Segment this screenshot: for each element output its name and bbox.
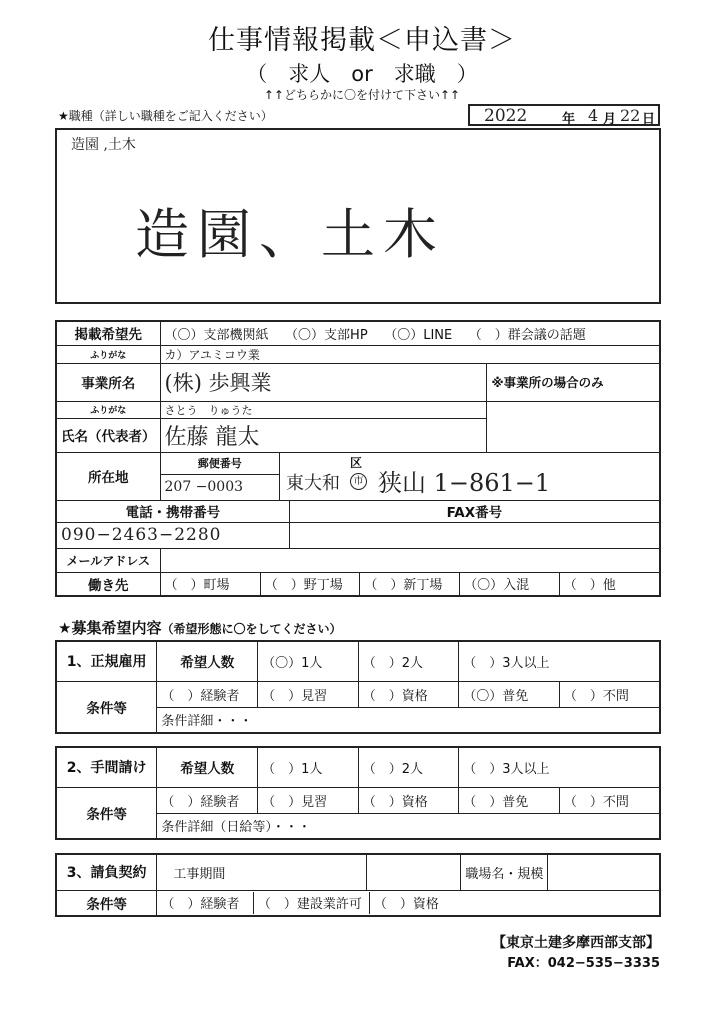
- temp-count-1[interactable]: （ ）1人: [258, 747, 359, 787]
- contract-cond-label: 条件等: [56, 890, 157, 916]
- job-type-small-entry: 造園 ,土木: [71, 137, 136, 153]
- regular-count-1[interactable]: （〇）1人: [258, 641, 359, 681]
- temp-cond-label: 条件等: [56, 787, 157, 839]
- circle-instruction: ↑↑どちらかに〇を付けて下さい↑↑: [263, 88, 461, 102]
- publish-option-bulletin[interactable]: （〇）支部機関紙: [164, 327, 269, 343]
- job-type-large-entry: 造園、土木: [135, 203, 445, 266]
- representative-name[interactable]: 佐藤 龍太: [160, 418, 487, 452]
- workplace-option-irikon[interactable]: （〇）入混: [460, 573, 560, 595]
- recruit-heading: ★募集希望内容: [58, 619, 162, 637]
- fax-label: FAX番号: [289, 500, 660, 522]
- address-label: 所在地: [56, 452, 160, 500]
- publish-option-line[interactable]: （〇）LINE: [384, 327, 453, 343]
- form-subtitle: （ 求人 or 求職 ）: [246, 62, 478, 86]
- year-unit: 年: [562, 112, 576, 127]
- contract-site-value[interactable]: [548, 854, 660, 890]
- contract-period-label: 工事期間: [157, 854, 367, 890]
- recruit-heading-note: （希望形態に〇をしてください）: [161, 622, 342, 636]
- regular-cond-label: 条件等: [56, 681, 157, 733]
- city-mark: 市: [350, 473, 367, 490]
- phone-label: 電話・携帯番号: [56, 500, 289, 522]
- regular-cond-experienced[interactable]: （ ）経験者: [157, 681, 258, 707]
- mail-label: メールアドレス: [56, 548, 160, 572]
- temp-count-label: 希望人数: [157, 747, 258, 787]
- company-furigana[interactable]: カ）アユミコウ業: [160, 345, 660, 363]
- contract-site-label: 職場名・規模: [461, 854, 548, 890]
- temp-cond-apprentice[interactable]: （ ）見習: [258, 787, 359, 813]
- contract-label: 3、請負契約: [56, 854, 157, 890]
- contract-cond-permit[interactable]: （ ）建設業許可: [253, 892, 369, 914]
- contract-cond-license[interactable]: （ ）資格: [373, 897, 439, 913]
- regular-cond-any[interactable]: （ ）不問: [559, 681, 660, 707]
- publish-label: 掲載希望先: [56, 321, 160, 345]
- regular-count-label: 希望人数: [157, 641, 258, 681]
- publish-options[interactable]: [160, 321, 660, 345]
- regular-label: 1、正規雇用: [56, 641, 157, 681]
- day-unit: 日: [642, 112, 656, 127]
- date-month: 4: [588, 106, 599, 125]
- regular-cond-driver[interactable]: （〇）普免: [459, 681, 560, 707]
- temp-cond-any[interactable]: （ ）不問: [559, 787, 660, 813]
- job-type-label: ★職種（詳しい職種をご記入ください）: [58, 109, 273, 123]
- date-year: 2022: [484, 106, 528, 126]
- temp-count-2[interactable]: （ ）2人: [358, 747, 459, 787]
- regular-detail[interactable]: 条件詳細・・・: [157, 707, 660, 733]
- contract-period-value[interactable]: [367, 854, 461, 890]
- company-furigana-label: ふりがな: [56, 345, 160, 363]
- postal-label: 郵便番号: [160, 452, 279, 474]
- name-label: 氏名（代表者）: [56, 418, 160, 452]
- workplace-option-shinchoba[interactable]: （ ）新丁場: [360, 573, 460, 595]
- form-title: 仕事情報掲載＜申込書＞: [208, 25, 516, 56]
- postal-code[interactable]: 207 −0003: [160, 474, 279, 500]
- regular-count-3plus[interactable]: （ ）3人以上: [459, 641, 660, 681]
- company-label: 事業所名: [56, 363, 160, 401]
- publish-option-hp[interactable]: （〇）支部HP: [285, 327, 368, 343]
- regular-cond-license[interactable]: （ ）資格: [358, 681, 459, 707]
- month-unit: 月: [603, 112, 617, 127]
- contract-cond-experienced[interactable]: （ ）経験者: [157, 892, 253, 914]
- workplace-option-other[interactable]: （ ）他: [559, 573, 659, 595]
- company-name[interactable]: (株) 歩興業: [160, 363, 487, 401]
- regular-employment-table: [55, 640, 661, 734]
- temp-cond-license[interactable]: （ ）資格: [358, 787, 459, 813]
- workplace-label: 働き先: [56, 572, 160, 596]
- temp-cond-experienced[interactable]: （ ）経験者: [157, 787, 258, 813]
- contract-table: [55, 853, 661, 917]
- regular-count-2[interactable]: （ ）2人: [358, 641, 459, 681]
- publish-option-meeting[interactable]: （ ）群会議の話題: [468, 327, 586, 343]
- footer-fax: FAX：042−535−3335: [507, 956, 660, 971]
- name-furigana[interactable]: さとう りゅうた: [160, 401, 487, 418]
- recruit-heading-row: [58, 617, 341, 638]
- regular-cond-apprentice[interactable]: （ ）見習: [258, 681, 359, 707]
- name-side-blank: [487, 401, 660, 452]
- date-day: 22: [620, 106, 641, 125]
- name-furigana-label: ふりがな: [56, 401, 160, 418]
- ward-label: 区: [349, 455, 362, 470]
- temp-count-3plus[interactable]: （ ）3人以上: [459, 747, 660, 787]
- temp-detail[interactable]: 条件詳細（日給等）・・・: [157, 813, 660, 839]
- temp-work-table: [55, 746, 661, 840]
- temp-label: 2、手間請け: [56, 747, 157, 787]
- city-name[interactable]: 東大和: [285, 472, 340, 494]
- temp-cond-driver[interactable]: （ ）普免: [459, 787, 560, 813]
- mail-address[interactable]: [160, 548, 660, 572]
- street-address[interactable]: 狭山 1−861−1: [377, 468, 551, 497]
- company-note: ※事業所の場合のみ: [487, 363, 660, 401]
- fax-number[interactable]: [289, 522, 660, 548]
- job-type-box[interactable]: [55, 128, 661, 304]
- footer-org: 【東京土建多摩西部支部】: [492, 935, 660, 951]
- workplace-option-nochoba[interactable]: （ ）野丁場: [260, 573, 360, 595]
- workplace-option-machiba[interactable]: （ ）町場: [161, 573, 261, 595]
- date-box[interactable]: [468, 104, 660, 126]
- info-table: [55, 320, 661, 597]
- phone-number[interactable]: 090−2463−2280: [56, 522, 289, 548]
